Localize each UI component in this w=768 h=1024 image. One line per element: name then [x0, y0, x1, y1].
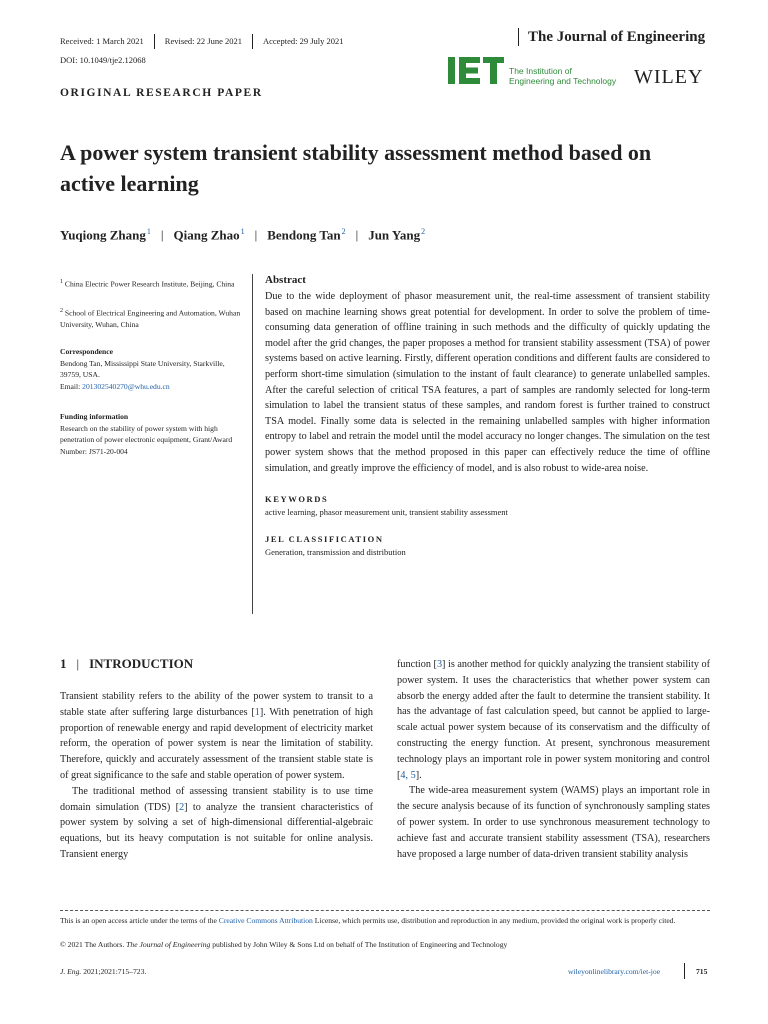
citation-info: J. Eng. 2021;2021:715–723.	[60, 967, 147, 976]
author-list	[60, 227, 425, 243]
received-date: Received: 1 March 2021	[60, 36, 144, 46]
license-text: This is an open access article under the terms of the Creative Commons Attribution License, which permits use, distribution and reproduction in any medium, provided the original work is properly cited.	[60, 916, 676, 925]
citation-link[interactable]: 4, 5	[400, 769, 416, 781]
author[interactable]: Jun Yang$^2$	[368, 227, 426, 243]
jel-heading: JEL CLASSIFICATION	[265, 534, 384, 545]
funding-text: Research on the stability of power system with high penetration of power electronic equipment, Grant/Award Number: JS71-20-004	[60, 423, 233, 456]
keywords-block	[265, 494, 710, 517]
affiliation: $^1$ China Electric Power Research Institute, Beijing, China	[60, 279, 235, 289]
paragraph: Transient stability refers to the ability of the power system to transit to a stable state after suffering large disturbances [1]. With penetration of high proportion of renewable energy and rapid development of electricity market reform, the operation of power system is near the limitation of stability. Therefore, quickly and accurately assessment of the transient stable state is of great significance to the safe and stable operation of power system.	[60, 691, 373, 781]
divider: |	[160, 227, 164, 243]
license-link[interactable]: Creative Commons Attribution	[218, 916, 313, 925]
wiley-logo: WILEY	[634, 66, 704, 88]
correspondence	[60, 346, 245, 392]
jel-block	[265, 534, 710, 557]
citation-link[interactable]: 1	[254, 706, 260, 718]
page-number: 715	[696, 967, 708, 976]
divider	[252, 34, 253, 49]
institution-name: The Institution of Engineering and Technology	[509, 66, 617, 86]
body-column-right	[397, 657, 710, 862]
correspondence-email-row: Email: 201302540270@whu.edu.cn	[60, 381, 170, 391]
body-column-left	[60, 689, 373, 863]
abstract-box	[252, 274, 710, 614]
abstract-heading: Abstract	[265, 274, 306, 286]
abstract-text: Due to the wide deployment of phasor measurement unit, the real-time assessment of transient stability based on machine learning shows great potential for development. In order to solve the problem of time-consuming data generation of offline training in such methods and the difficulty of quickly updating the model after the grid changes, the paper proposes a method for transient stability assessment (TSA) of power systems based on active learning. Firstly, different operation conditions and different faults are considered to perform short-time simulation (simulation to the instant of fault clearance) to generate unlabelled samples. After the careful selection of critical TSA features, a part of samples are randomly selected for long-term simulation to label the transient status of these samples, and random forest is further trained to construct TSA model. Finally some data is selected in the remaining unlabelled samples with higher information entropy to label and retrain the model until the model accuracy no longer changes. The simulation on the test power system shows that the method proposed in this paper can effectively reduce the time of offline simulation, and greatly improve the efficiency of model, and is also robust to wide-area noise.	[265, 291, 710, 474]
paragraph: The traditional method of assessing transient stability is to use time domain simulation (TDS) [2] to analyze the transient characteristics of power system by solving a set of high-dimensional differential-algebraic equations, but its heavy computation is not suitable for online analysis. Transient energy	[60, 785, 373, 860]
footer-divider	[60, 910, 710, 911]
paper-type: ORIGINAL RESEARCH PAPER	[60, 87, 263, 99]
website-link[interactable]: wileyonlinelibrary.com/iet-joe	[568, 967, 661, 976]
author[interactable]: Bendong Tan$^2$	[267, 227, 346, 243]
divider: |	[254, 227, 258, 243]
citation-link[interactable]: 3	[436, 659, 443, 670]
copyright-text: © 2021 The Authors. The Journal of Engineering published by John Wiley & Sons Ltd on behalf of The Institution of Engineering and Technology	[60, 940, 508, 949]
journal-name: The Journal of Engineering	[518, 28, 705, 46]
divider: |	[355, 227, 359, 243]
section-heading: 1 | INTRODUCTION	[60, 656, 194, 671]
keywords-heading: KEYWORDS	[265, 494, 329, 505]
email-link[interactable]: 201302540270@whu.edu.cn	[82, 381, 170, 391]
citation-link[interactable]: 2	[179, 801, 185, 813]
affiliation: $^2$ School of Electrical Engineering and Automation, Wuhan University, Wuhan, China	[60, 308, 241, 330]
author[interactable]: Qiang Zhao$^1$	[173, 227, 245, 243]
correspondence-heading: Correspondence	[60, 347, 114, 356]
funding-information	[60, 411, 245, 457]
paragraph: The wide-area measurement system (WAMS) plays an important role in the secure analysis because of its function of synchronously sampling states of power system. In order to use synchronous measurement technology to achieve fast and accurate transient stability assessment (TSA), researchers have proposed a large number of data-driven transient stability analysis	[397, 785, 710, 860]
jel-text: Generation, transmission and distribution	[265, 547, 406, 558]
iet-logo-icon	[448, 57, 504, 84]
divider	[684, 963, 685, 979]
doi[interactable]: DOI: 10.1049/tje2.12068	[60, 55, 146, 65]
funding-heading: Funding information	[60, 412, 129, 421]
revised-date: Revised: 22 June 2021	[164, 36, 242, 46]
author[interactable]: Yuqiong Zhang$^1$	[60, 227, 151, 243]
correspondence-text: Bendong Tan, Mississippi State University, Starkville, 39759, USA.	[60, 358, 225, 379]
submission-dates	[60, 33, 344, 49]
accepted-date: Accepted: 29 July 2021	[263, 36, 344, 46]
paragraph: function [3] is another method for quickly analyzing the transient stability of power system. It uses the characteristics that whether power system can absorb the energy added after the fault to determine the transient stability. It has the advantage of fast calculation speed, but cannot be applied to large-scale actual power system because of its conservatism and the difficulty of constructing the energy function. At present, synchronous measurement technology plays an important role in power system monitoring and control [4, 5].	[397, 659, 711, 781]
divider	[154, 34, 155, 49]
keywords-text: active learning, phasor measurement unit, transient stability assessment	[265, 507, 508, 518]
paper-title: A power system transient stability assessment method based on active learning	[60, 140, 652, 196]
